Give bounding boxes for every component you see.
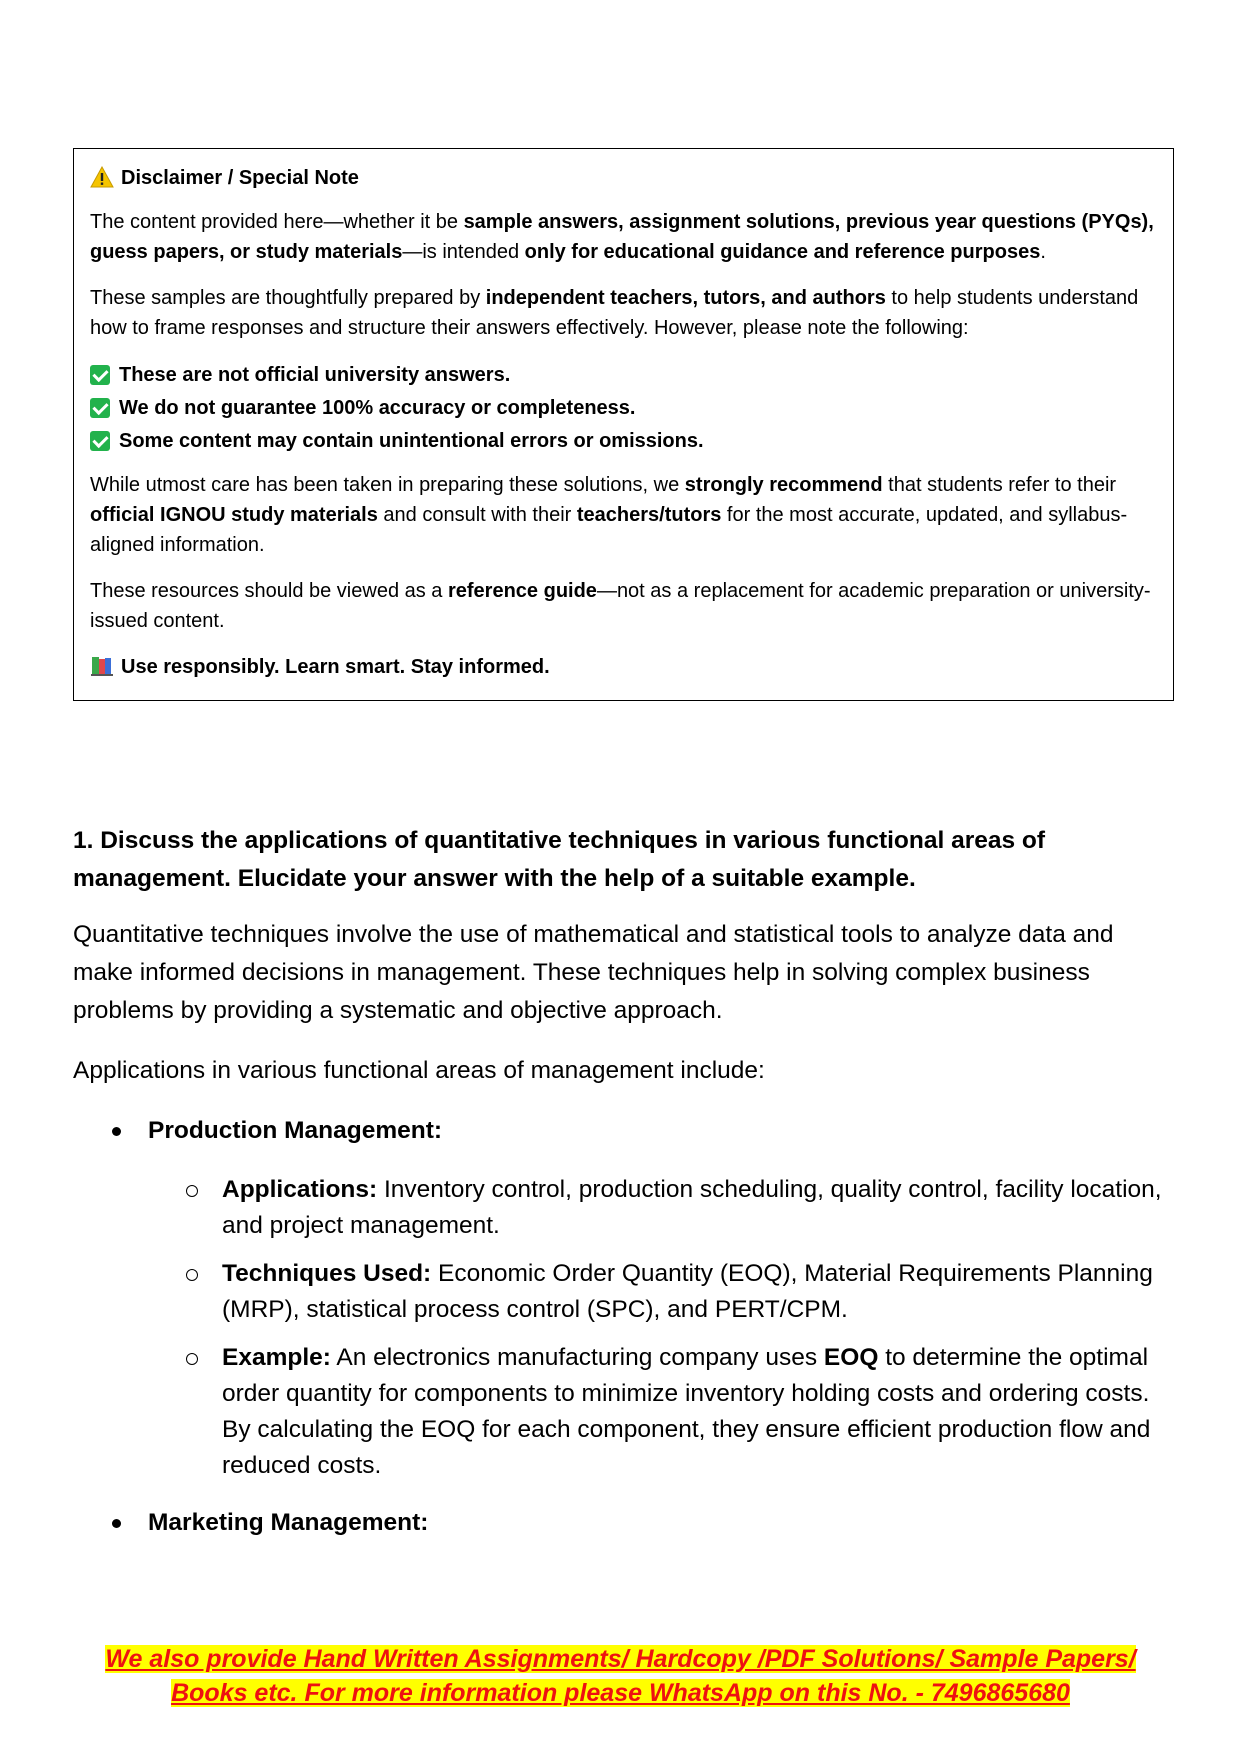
disclaimer-paragraph-4 <box>90 576 1157 636</box>
section-heading-marketing: Marketing Management: <box>73 1504 1173 1542</box>
intro-paragraph: Quantitative techniques involve the use of mathematical and statistical tools to analyze data and make informed decisions in management. These techniques help in solving complex business problems by providing a systematic and objective approach. <box>73 921 1114 1024</box>
text: —not as a replacement for academic preparation or university-issued content. <box>90 580 1151 632</box>
applications-intro: Applications in various functional areas of management include: <box>73 1057 765 1084</box>
text: While utmost care has been taken in preparing these solutions, we <box>90 474 685 496</box>
text: The content provided here—whether it be <box>90 211 464 233</box>
bold-text: only for educational guidance and reference purposes <box>524 241 1041 263</box>
text: These resources should be viewed as a <box>90 580 448 602</box>
check-icon <box>90 365 110 385</box>
disclaimer-title <box>90 163 1157 193</box>
bold-text: strongly recommend <box>684 474 883 496</box>
bold-text: independent teachers, tutors, and authors <box>485 287 886 309</box>
check-icon <box>90 431 110 451</box>
checklist-text: We do not guarantee 100% accuracy or completeness. <box>119 397 636 419</box>
text: and consult with their <box>377 504 577 526</box>
sub-item-example <box>73 1340 1173 1484</box>
footer-promo <box>0 1642 1241 1710</box>
bold-text: EOQ <box>823 1344 879 1371</box>
bold-text: sample answers, assignment solutions, previous year questions (PYQs), guess papers, or study materials <box>90 211 1154 263</box>
text: An electronics manufacturing company uses <box>330 1344 824 1371</box>
text: Inventory control, production scheduling, quality control, facility location, and project management. <box>222 1176 1162 1239</box>
disclaimer-closing <box>90 652 1157 682</box>
warning-icon <box>90 166 114 188</box>
footer-line-1: We also provide Hand Written Assignments/ Hardcopy /PDF Solutions/ Sample Papers/ <box>105 1645 1136 1673</box>
text: that students refer to their <box>882 474 1117 496</box>
text: to determine the optimal order quantity for components to minimize inventory holding costs and ordering costs. By calculating the EOQ for each component, they ensure efficient production flow and reduced costs. <box>222 1344 1151 1479</box>
text: These samples are thoughtfully prepared by <box>90 287 486 309</box>
text: . <box>1040 241 1046 263</box>
footer-line-2: Books etc. For more information please WhatsApp on this No. - 7496865680 <box>171 1679 1070 1707</box>
disclaimer-paragraph-3 <box>90 470 1157 560</box>
question-title: 1. Discuss the applications of quantitative techniques in various functional areas of management. Elucidate your answer with the help of a suitable example. <box>73 827 1046 892</box>
checklist-item <box>90 392 1157 425</box>
disclaimer-paragraph-1 <box>90 207 1157 267</box>
checklist-item <box>90 359 1157 392</box>
bold-text: reference guide <box>447 580 597 602</box>
bold-text: official IGNOU study materials <box>90 504 378 526</box>
text: —is intended <box>402 241 525 263</box>
closing-text: Use responsibly. Learn smart. Stay informed. <box>121 656 550 678</box>
sub-item-applications <box>73 1172 1173 1244</box>
books-icon <box>90 655 114 677</box>
label: Techniques Used: <box>222 1260 432 1287</box>
section-heading-production: Production Management: <box>73 1112 1173 1150</box>
check-icon <box>90 398 110 418</box>
text: Economic Order Quantity (EOQ), Material Requirements Planning (MRP), statistical process control (SPC), and PERT/CPM. <box>222 1260 1153 1323</box>
answer-content <box>73 822 1173 1564</box>
checklist-text: These are not official university answers. <box>119 364 511 386</box>
checklist-text: Some content may contain unintentional errors or omissions. <box>119 430 704 452</box>
text: for the most accurate, updated, and syllabus-aligned information. <box>90 504 1128 556</box>
disclaimer-box <box>73 148 1174 701</box>
bold-text: teachers/tutors <box>576 504 722 526</box>
disclaimer-title-text: Disclaimer / Special Note <box>121 167 359 189</box>
sub-item-techniques <box>73 1256 1173 1328</box>
text: to help students understand how to frame responses and structure their answers effectively. However, please note the following: <box>90 287 1139 339</box>
checklist-item <box>90 425 1157 458</box>
disclaimer-paragraph-2 <box>90 283 1157 343</box>
label: Applications: <box>222 1176 378 1203</box>
disclaimer-checklist <box>90 359 1157 458</box>
label: Example: <box>222 1344 331 1371</box>
